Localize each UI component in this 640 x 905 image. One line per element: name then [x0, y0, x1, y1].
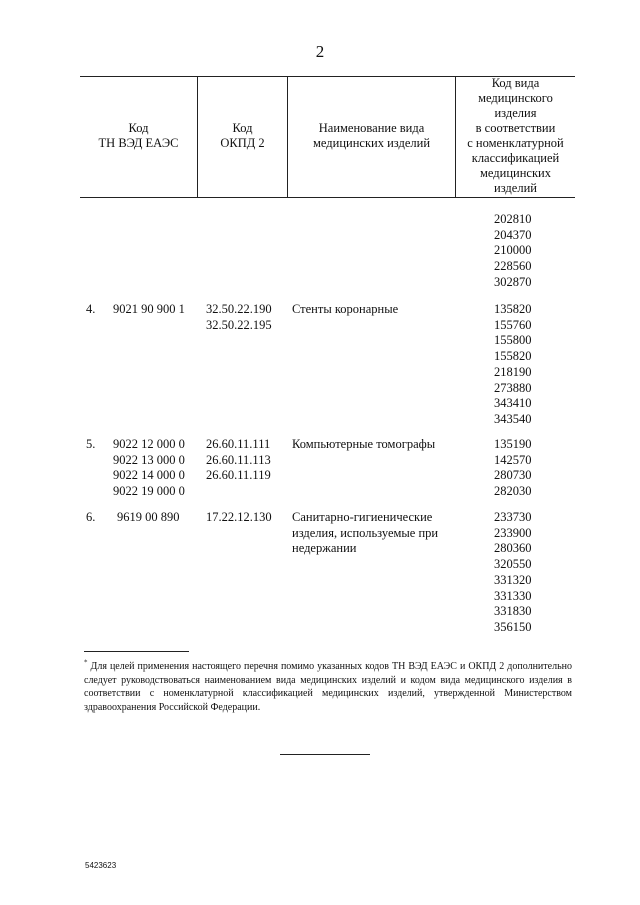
okpd-code: 26.60.11.111 — [206, 437, 271, 451]
kind-code: 356150 — [494, 619, 532, 634]
header-tn-ved: Код ТН ВЭД ЕАЭС — [98, 121, 179, 150]
tn-ved-codes — [113, 302, 185, 318]
row-number: 5. — [86, 437, 96, 451]
footnote-mark: * — [84, 658, 88, 667]
tn-ved-code: 9021 90 900 1 — [113, 302, 185, 316]
tn-ved-code: 9619 00 890 — [117, 510, 180, 524]
tn-ved-codes — [117, 510, 180, 526]
kind-code: 210000 — [494, 243, 532, 258]
okpd-code: 17.22.12.130 — [206, 510, 272, 524]
kind-code: 155800 — [494, 333, 532, 348]
footnote-text: Для целей применения настоящего перечня помимо указанных кодов ТН ВЭД ЕАЭС и ОКПД 2 дополнительно следует руководствоваться наименованием вида медицинских изделий и кодом вида медицинского изделия в соответствии с номенклатурной классификацией медицинских изделий, утвержденной Министерством здравоохранения Российской Федерации. — [84, 661, 572, 713]
header-okpd: Код ОКПД 2 — [220, 121, 265, 150]
okpd-codes — [206, 437, 271, 484]
okpd-codes — [206, 302, 272, 333]
kind-code: 331320 — [494, 572, 532, 587]
kind-code: 280730 — [494, 468, 532, 483]
continued-codes — [494, 212, 532, 291]
kind-code: 331830 — [494, 604, 532, 619]
kind-code: 233730 — [494, 510, 532, 524]
row-number: 6. — [86, 510, 96, 524]
document-id: 5423623 — [85, 861, 117, 870]
kind-code: 273880 — [494, 380, 532, 395]
kind-code: 135820 — [494, 302, 532, 316]
header-kind-code: Код вида медицинского изделия в соответствии с номенклатурной классификацией медицинских изделий — [467, 76, 564, 195]
okpd-codes — [206, 510, 272, 526]
kind-code: 343540 — [494, 411, 532, 426]
tn-ved-code: 9022 14 000 0 — [113, 468, 185, 483]
tn-ved-codes — [113, 437, 185, 500]
page-number: 2 — [315, 42, 325, 61]
tn-ved-code: 9022 12 000 0 — [113, 437, 185, 451]
okpd-code: 32.50.22.195 — [206, 317, 272, 332]
okpd-code: 32.50.22.190 — [206, 302, 272, 316]
device-name: Санитарно-гигиенические изделия, используемые при недержании — [292, 510, 439, 556]
device-name: Стенты коронарные — [292, 302, 399, 316]
kind-code: 233900 — [494, 525, 532, 540]
footnote — [84, 660, 572, 714]
kind-codes — [494, 302, 532, 428]
kind-code: 155820 — [494, 349, 532, 364]
kind-code: 204370 — [494, 227, 532, 242]
kind-code: 155760 — [494, 317, 532, 332]
kind-codes — [494, 437, 532, 500]
tn-ved-code: 9022 19 000 0 — [113, 484, 185, 499]
device-name: Компьютерные томографы — [292, 437, 436, 451]
kind-code: 142570 — [494, 452, 532, 467]
okpd-code: 26.60.11.119 — [206, 468, 271, 483]
kind-code: 282030 — [494, 484, 532, 499]
kind-code: 331330 — [494, 588, 532, 603]
kind-code: 320550 — [494, 557, 532, 572]
end-rule — [280, 754, 370, 755]
footnote-separator — [84, 651, 189, 652]
kind-code: 202810 — [494, 212, 532, 226]
okpd-code: 26.60.11.113 — [206, 452, 271, 467]
kind-code: 135190 — [494, 437, 532, 451]
kind-code: 302870 — [494, 274, 532, 289]
kind-codes — [494, 510, 532, 636]
kind-code: 218190 — [494, 364, 532, 379]
kind-code: 343410 — [494, 396, 532, 411]
kind-code: 280360 — [494, 541, 532, 556]
kind-code: 228560 — [494, 259, 532, 274]
row-number: 4. — [86, 302, 96, 316]
header-name: Наименование вида медицинских изделий — [312, 121, 431, 150]
tn-ved-code: 9022 13 000 0 — [113, 452, 185, 467]
